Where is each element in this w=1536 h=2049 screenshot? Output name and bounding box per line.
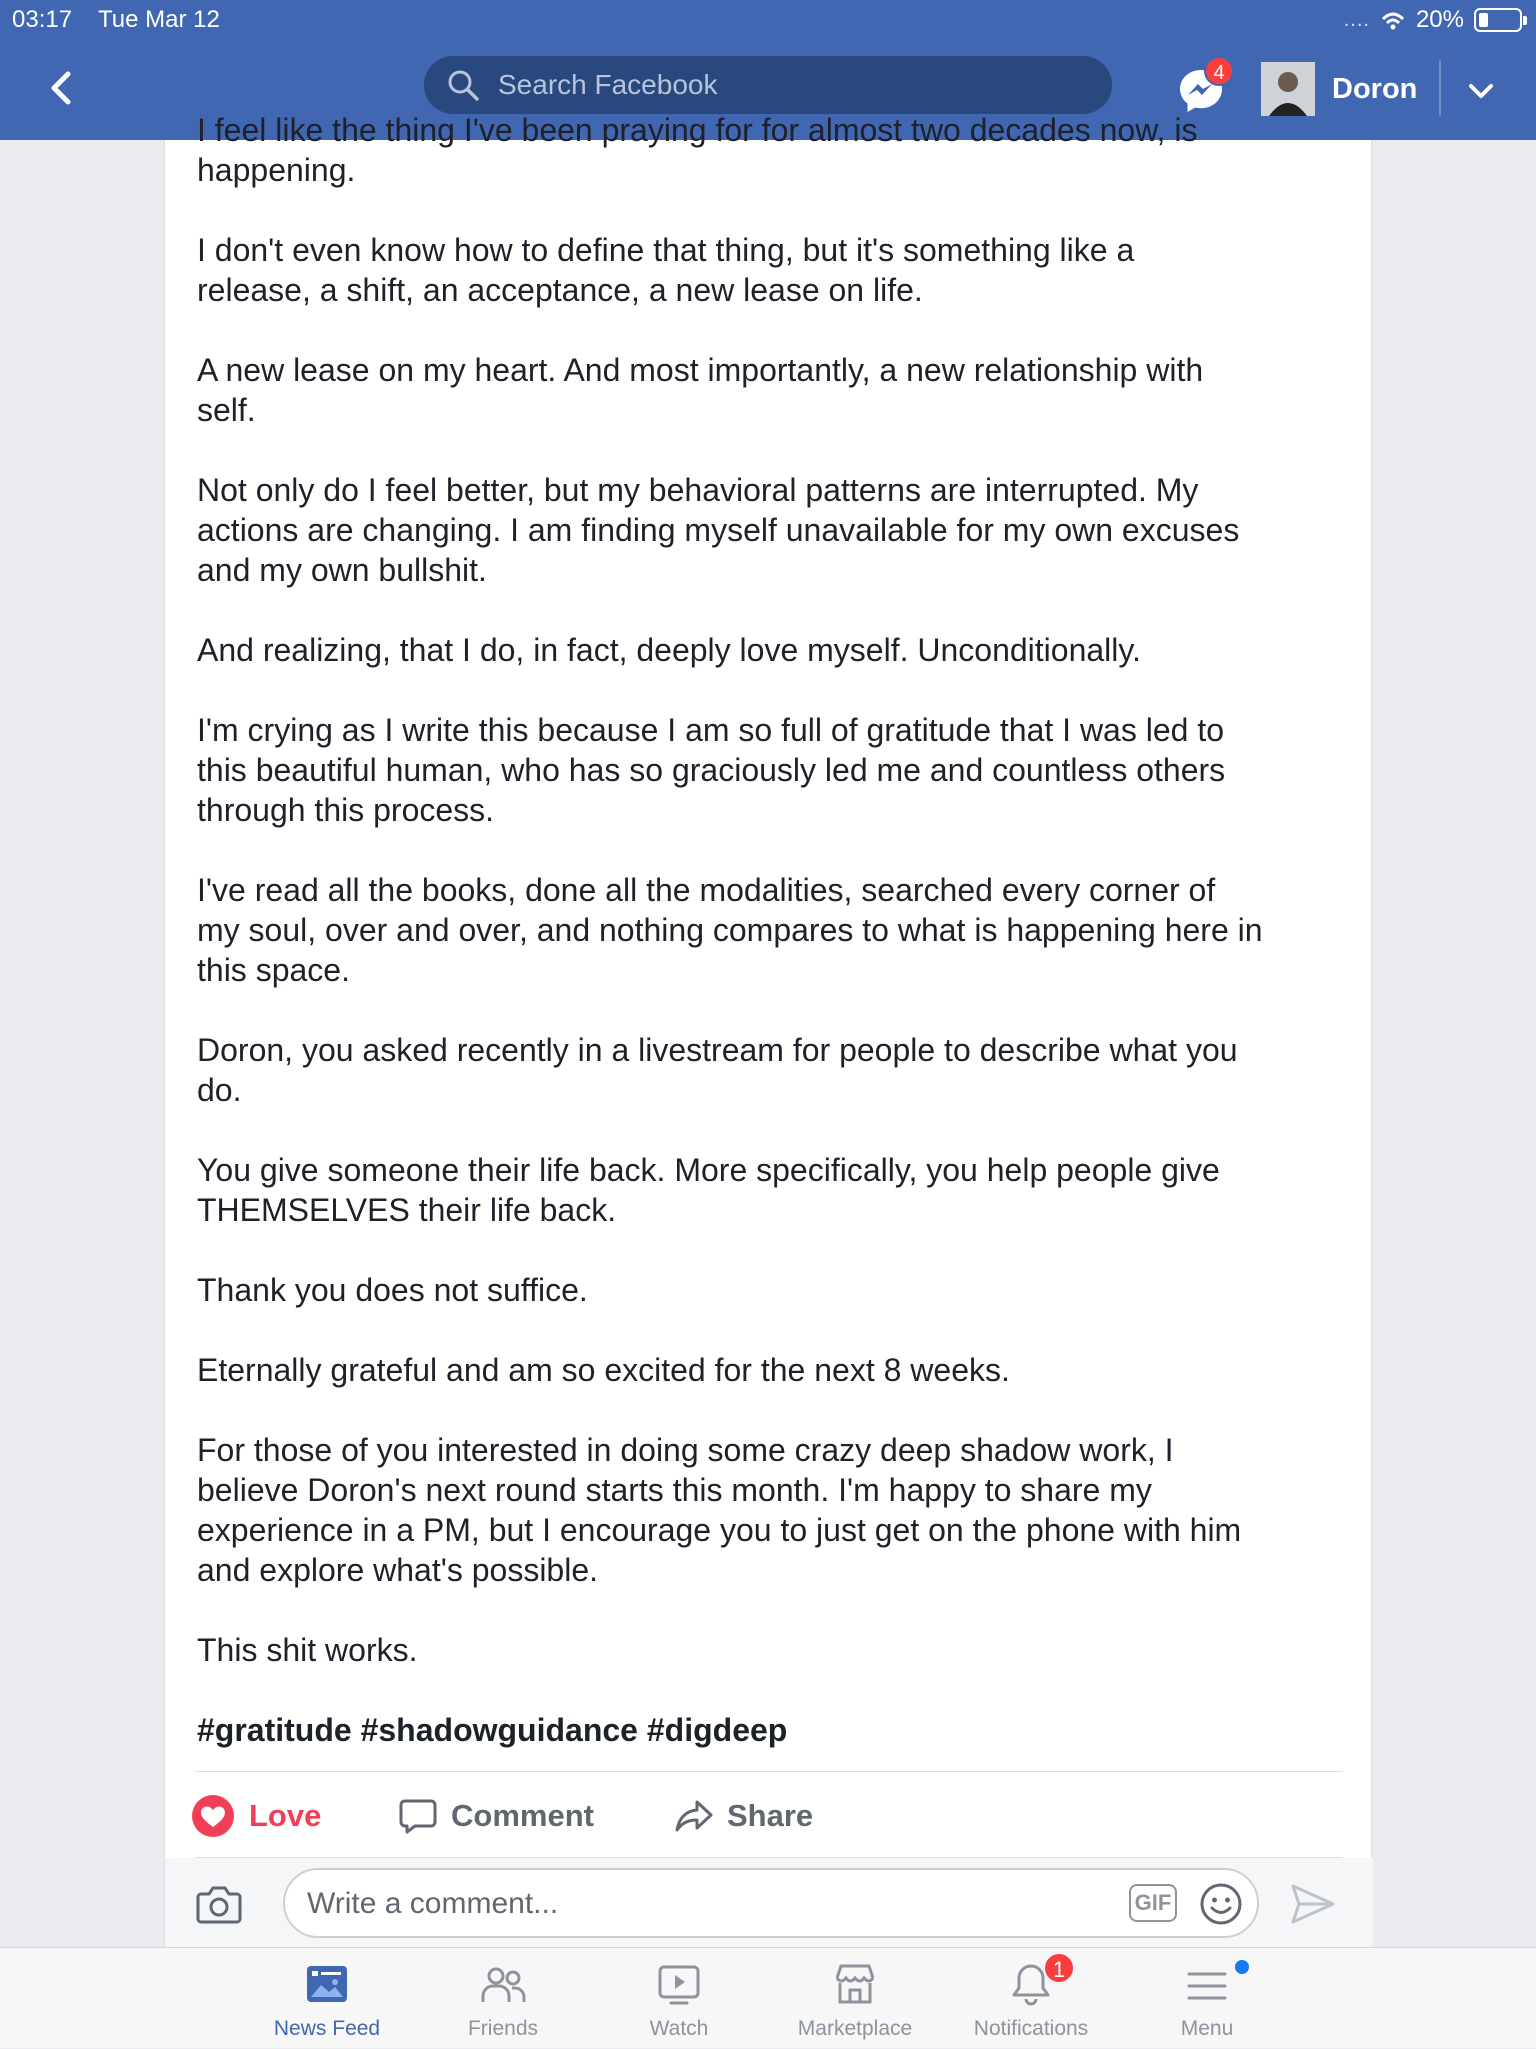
comment-label: Comment [451,1798,594,1833]
avatar[interactable] [1261,62,1315,116]
search-input[interactable] [424,56,1112,114]
post-paragraph: I don't even know how to define that thing, but it's something like a release, a shift, an acceptance, a new lease on life. [197,232,1135,308]
menu-icon [1183,1960,1231,2008]
search-placeholder: Search Facebook [498,69,718,100]
tab-label: Watch [649,2017,709,2040]
post-paragraph: I've read all the books, done all the modalities, searched every corner of my soul, over and over, and nothing compares to what is happening here in this space. [197,872,1263,988]
status-date: Tue Mar 12 [98,6,220,33]
tab-watch[interactable] [591,1948,767,2049]
divider [195,1771,1343,1772]
share-button[interactable] [675,1792,813,1840]
emoji-icon[interactable] [1199,1882,1243,1926]
tab-friends[interactable] [415,1948,591,2049]
bottom-tab-bar [0,1947,1536,2048]
profile-photo-icon [1261,62,1315,116]
post-paragraph: Eternally grateful and am so excited for the next 8 weeks. [197,1352,1010,1388]
comment-placeholder: Write a comment... [307,1887,559,1920]
tab-menu[interactable] [1119,1948,1295,2049]
status-time: 03:17 [12,6,73,33]
battery-icon [1474,8,1522,32]
post-paragraph: For those of you interested in doing some crazy deep shadow work, I believe Doron's next round starts this month. I'm happy to share my experience in a PM, but I encourage you to just get on the phone with him and explore what's possible. [197,1432,1242,1588]
signal-dots: .... [1343,8,1370,31]
tab-label: Friends [467,2017,539,2040]
gif-button[interactable]: GIF [1129,1884,1177,1922]
post-card [164,112,1372,1947]
wifi-icon [1380,9,1406,31]
header-divider [1439,60,1441,116]
camera-icon[interactable] [195,1880,243,1928]
tab-news-feed[interactable] [239,1948,415,2049]
tab-label: News Feed [273,2017,381,2040]
post-paragraph: Not only do I feel better, but my behavioral patterns are interrupted. My actions are changing. I am finding myself unavailable for my own excuses and my own bullshit. [197,472,1240,588]
chevron-down-icon[interactable] [1466,76,1496,106]
post-paragraph: And realizing, that I do, in fact, deeply love myself. Unconditionally. [197,632,1141,668]
share-label: Share [727,1798,814,1833]
battery-percent: 20% [1415,6,1464,33]
love-label: Love [249,1798,322,1833]
comment-button[interactable] [399,1792,594,1840]
tab-label: Marketplace [797,2017,913,2040]
marketplace-icon [831,1960,879,2008]
tab-marketplace[interactable] [767,1948,943,2049]
post-paragraph: This shit works. [197,1632,418,1668]
news-feed-icon [303,1960,351,2008]
post-paragraph: A new lease on my heart. And most importantly, a new relationship with self. [197,352,1204,428]
comment-icon [399,1797,437,1835]
send-icon[interactable] [1289,1880,1337,1928]
notifications-badge: 1 [1043,1952,1075,1984]
tab-label: Notifications [973,2017,1089,2040]
menu-dot [1235,1960,1249,1974]
post-paragraph: You give someone their life back. More specifically, you help people give THEMSELVES their life back. [197,1152,1220,1228]
post-paragraph: Doron, you asked recently in a livestream for people to describe what you do. [197,1032,1238,1108]
status-bar [0,0,1536,40]
messenger-badge: 4 [1204,56,1234,86]
love-button[interactable] [191,1792,321,1840]
love-reaction-icon [191,1794,235,1838]
comment-input[interactable] [283,1868,1259,1938]
post-paragraph: I'm crying as I write this because I am so full of gratitude that I was led to this beautiful human, who has so graciously led me and countless others through this process. [197,712,1226,828]
tab-notifications[interactable] [943,1948,1119,2049]
tab-label: Menu [1180,2017,1234,2040]
share-icon [675,1797,713,1835]
post-paragraph: Thank you does not suffice. [197,1272,588,1308]
watch-icon [655,1960,703,2008]
post-hashtags[interactable]: #gratitude #shadowguidance #digdeep [197,1712,788,1748]
search-icon [446,68,480,102]
back-button[interactable] [44,68,80,108]
profile-name[interactable]: Doron [1332,73,1418,105]
friends-icon [479,1960,527,2008]
status-indicators [1344,6,1522,34]
post-paragraph: I feel like the thing I've been praying for for almost two decades now, is happening. [197,112,1198,188]
post-text [197,110,1347,1790]
